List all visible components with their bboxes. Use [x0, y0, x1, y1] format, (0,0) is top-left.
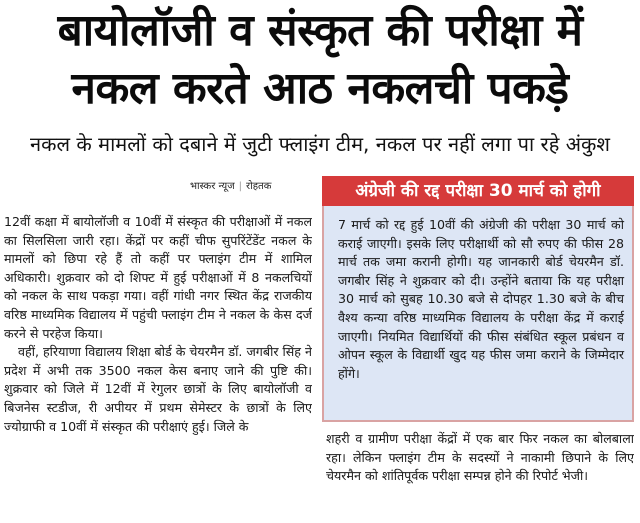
article-left-column	[4, 213, 312, 519]
byline-source: भास्कर न्यूज	[190, 181, 235, 192]
article-right-column	[326, 430, 634, 519]
article-paragraph-2: वहीं, हरियाणा विद्यालय शिक्षा बोर्ड के चेयरमैन डॉ. जगबीर सिंह ने प्रदेश में अभी तक 3500 नकल केस बनाए जाने की पुष्टि की। शुक्रवार को जिले में 12वीं में रेगुलर छात्रों के लिए बायोलॉजी व बिजनेस स्टडीज, री अपीयर में प्रथम सेमेस्टर के छात्रों के लिए ज्योग्राफी व 10वीं में संस्कृत की परीक्षाएं हुई। जिले के	[4, 344, 312, 434]
headline-line-1: बायोलॉजी व संस्कृत की परीक्षा में	[57, 5, 583, 56]
article-continued-paragraph: शहरी व ग्रामीण परीक्षा केंद्रों में एक बार फिर नकल का बोलबाला रहा। लेकिन फ्लाइंग टीम के सदस्यों ने नाकामी छिपाने के लिए चेयरमैन को शांतिपूर्वक परीक्षा सम्पन्न होने की रिपोर्ट भेजी।	[326, 431, 634, 484]
sidebar-body: 7 मार्च को रद्द हुई 10वीं की अंग्रेजी की परीक्षा 30 मार्च को कराई जाएगी। इसके लिए परीक्षार्थी को सौ रुपए की फीस 28 मार्च तक जमा करानी होगी। यह जानकारी बोर्ड चेयरमैन डॉ. जगबीर सिंह ने शुक्रवार को दी। उन्होंने बताया कि यह परीक्षा 30 मार्च को सुबह 10.30 बजे से दोपहर 1.30 बजे के बीच वैश्य कन्या वरिष्ठ माध्यमिक विद्यालय के परीक्षा केंद्र में कराई जाएगी। नियमित विद्यार्थियों की फीस संबंधित स्कूल प्रबंधन व ओपन स्कूल के विद्यार्थी खुद यह फीस जमा कराने के जिम्मेदार होंगे।	[338, 217, 624, 381]
sidebar-title: अंग्रेजी की रद्द परीक्षा 30 मार्च को होगी	[322, 176, 634, 206]
byline	[190, 180, 271, 194]
headline-line-2: नकल करते आठ नकलची पकड़े	[71, 63, 569, 114]
byline-separator: |	[238, 181, 243, 192]
byline-city: रोहतक	[246, 181, 272, 192]
subheadline: नकल के मामलों को दबाने में जुटी फ्लाइंग टीम, नकल पर नहीं लगा पा रहे अंकुश	[30, 132, 610, 156]
sidebar-box	[322, 206, 634, 422]
article-paragraph-1: 12वीं कक्षा में बायोलॉजी व 10वीं में संस्कृत की परीक्षाओं में नकल का सिलसिला जारी रहा। केंद्रों पर कहीं चीफ सुपरिंटेंडेंट नकल के मामलों को छिपा रहे हैं तो कहीं पर फ्लाइंग टीम में शामिल अधिकारी। शुक्रवार को दो शिफ्ट में हुई परीक्षाओं में 8 नकलचियों को नकल के साथ पकड़ा गया। वहीं गांधी नगर स्थित केंद्र राजकीय वरिष्ठ माध्यमिक विद्यालय में पहुंची फ्लाइंग टीम ने नकल के केस दर्ज करने से परहेज किया।	[4, 214, 312, 341]
